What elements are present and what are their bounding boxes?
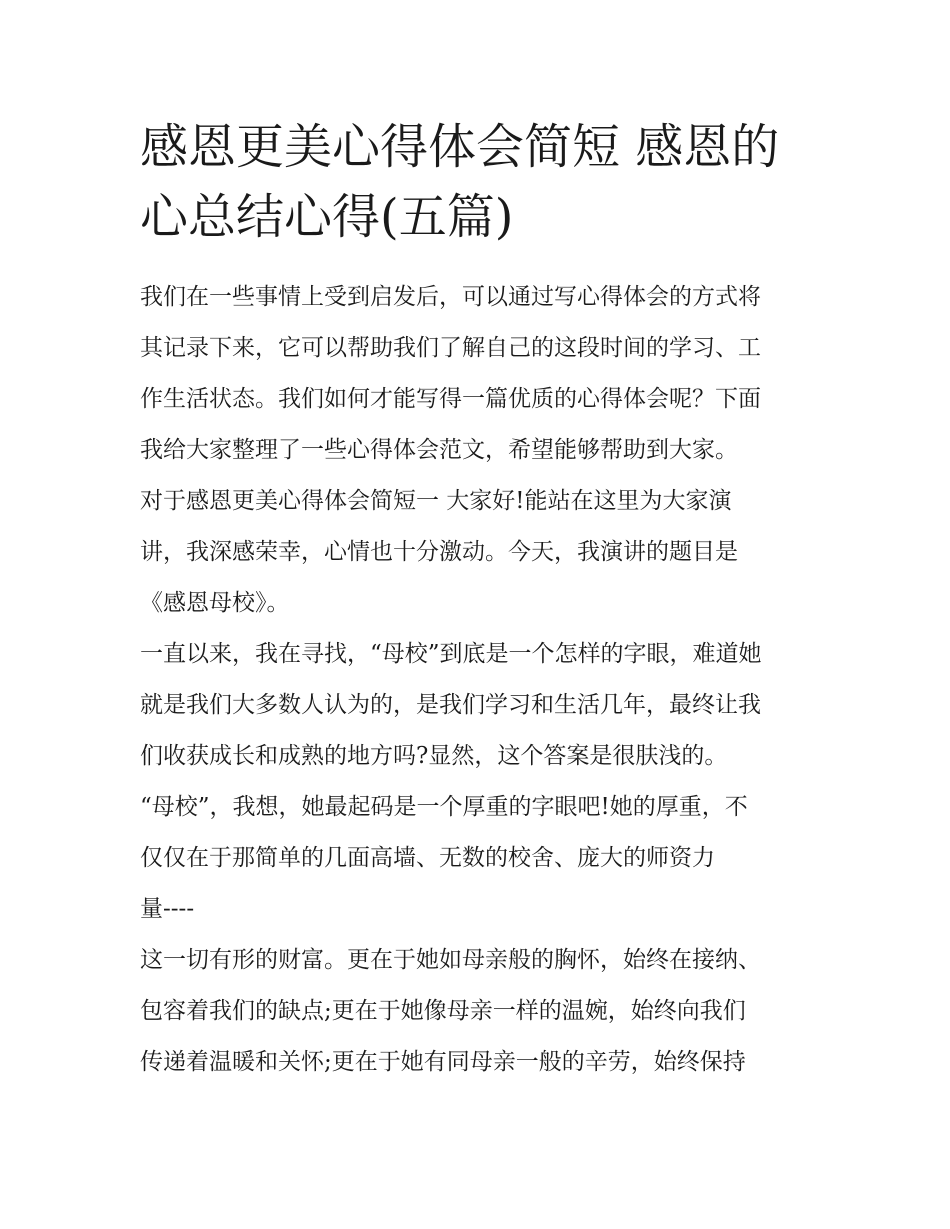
body-line: 作生活状态。我们如何才能写得一篇优质的心得体会呢？下面 (140, 386, 761, 412)
document-page (140, 112, 820, 1088)
body-line: 仅仅在于那简单的几面高墙、无数的校舍、庞大的师资力 (140, 845, 715, 871)
body-line: 一直以来，我在寻找，“母校”到底是一个怎样的字眼，难道她 (140, 641, 762, 667)
body-line: 量---- (140, 896, 195, 922)
body-line: 我们在一些事情上受到启发后，可以通过写心得体会的方式将 (140, 284, 761, 310)
body-line: “母校”，我想，她最起码是一个厚重的字眼吧!她的厚重，不 (140, 794, 748, 820)
body-line: 对于感恩更美心得体会简短一 大家好!能站在这里为大家演 (140, 488, 732, 514)
body-line: 传递着温暖和关怀;更在于她有同母亲一般的辛劳，始终保持 (140, 1049, 746, 1075)
body-line: 其记录下来，它可以帮助我们了解自己的这段时间的学习、工 (140, 335, 761, 361)
document-body (140, 272, 820, 1088)
title-line: 心总结心得(五篇) (140, 189, 514, 245)
body-line: 这一切有形的财富。更在于她如母亲般的胸怀，始终在接纳、 (140, 947, 761, 973)
body-line: 们收获成长和成熟的地方吗?显然，这个答案是很肤浅的。 (140, 743, 728, 769)
body-line: 讲，我深感荣幸，心情也十分激动。今天，我演讲的题目是 (140, 539, 738, 565)
document-title (140, 112, 820, 252)
body-line: 包容着我们的缺点;更在于她像母亲一样的温婉，始终向我们 (140, 998, 746, 1024)
body-line: 就是我们大多数人认为的，是我们学习和生活几年，最终让我 (140, 692, 761, 718)
body-line: 《感恩母校》。 (140, 590, 290, 616)
title-line: 感恩更美心得体会简短 感恩的 (140, 119, 780, 175)
body-line: 我给大家整理了一些心得体会范文，希望能够帮助到大家。 (140, 437, 738, 463)
